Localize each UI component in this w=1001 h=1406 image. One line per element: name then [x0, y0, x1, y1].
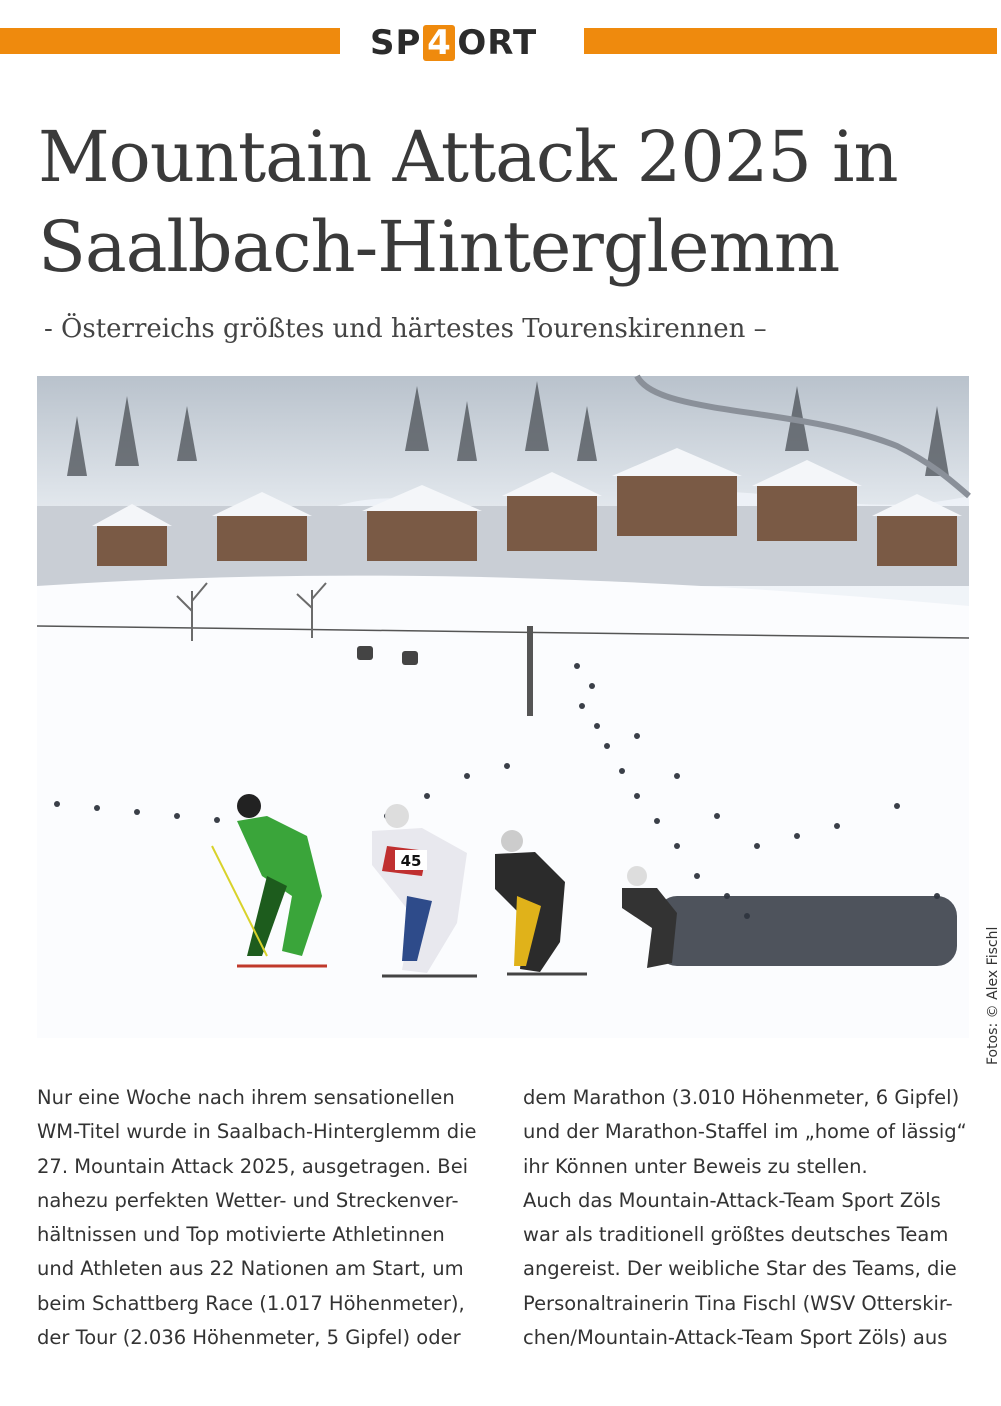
text-line: und der Marathon-Staffel im „home of lässig“ — [523, 1120, 967, 1144]
title-line-1: Mountain Attack 2025 in — [38, 116, 898, 198]
title-line-2: Saalbach-Hinterglemm — [38, 206, 840, 288]
article-title — [38, 112, 978, 292]
article-subtitle: - Österreichs größtes und härtestes Tourenskirennen – — [44, 314, 767, 344]
logo-text-pre: SP — [370, 23, 422, 63]
text-line: ihr Können unter Beweis zu stellen. — [523, 1154, 868, 1178]
logo-box: 4 — [423, 25, 455, 61]
text-line: beim Schattberg Race (1.017 Höhenmeter), — [37, 1291, 465, 1315]
header-bar-right — [584, 28, 997, 54]
text-line: hältnissen und Top motivierte Athletinnen — [37, 1223, 445, 1247]
text-line: der Tour (2.036 Höhenmeter, 5 Gipfel) oder — [37, 1326, 461, 1350]
text-line: 27. Mountain Attack 2025, ausgetragen. Bei — [37, 1154, 469, 1178]
photo-credit: Fotos: © Alex Fischl — [985, 926, 1001, 1065]
bib-number: 45 — [400, 852, 422, 870]
text-line: und Athleten aus 22 Nationen am Start, um — [37, 1257, 464, 1281]
text-line: chen/Mountain-Attack-Team Sport Zöls) aus — [523, 1326, 948, 1350]
text-line: nahezu perfekten Wetter- und Streckenver- — [37, 1188, 459, 1212]
text-line: dem Marathon (3.010 Höhenmeter, 6 Gipfel) — [523, 1086, 960, 1109]
article-column-right — [523, 1081, 969, 1355]
text-line: WM-Titel wurde in Saalbach-Hinterglemm die — [37, 1120, 477, 1144]
article-column-left — [37, 1081, 483, 1355]
text-line: Auch das Mountain-Attack-Team Sport Zöls — [523, 1188, 941, 1212]
sport-logo — [370, 24, 555, 62]
text-line: Personaltrainerin Tina Fischl (WSV Otterskir- — [523, 1291, 953, 1315]
header-bar-left — [0, 28, 340, 54]
text-line: war als traditionell größtes deutsches Team — [523, 1223, 949, 1247]
text-line: Nur eine Woche nach ihrem sensationellen — [37, 1086, 455, 1109]
article-photo — [37, 376, 969, 1038]
logo-text-post: ORT — [457, 23, 538, 63]
text-line: angereist. Der weibliche Star des Teams, die — [523, 1257, 957, 1281]
